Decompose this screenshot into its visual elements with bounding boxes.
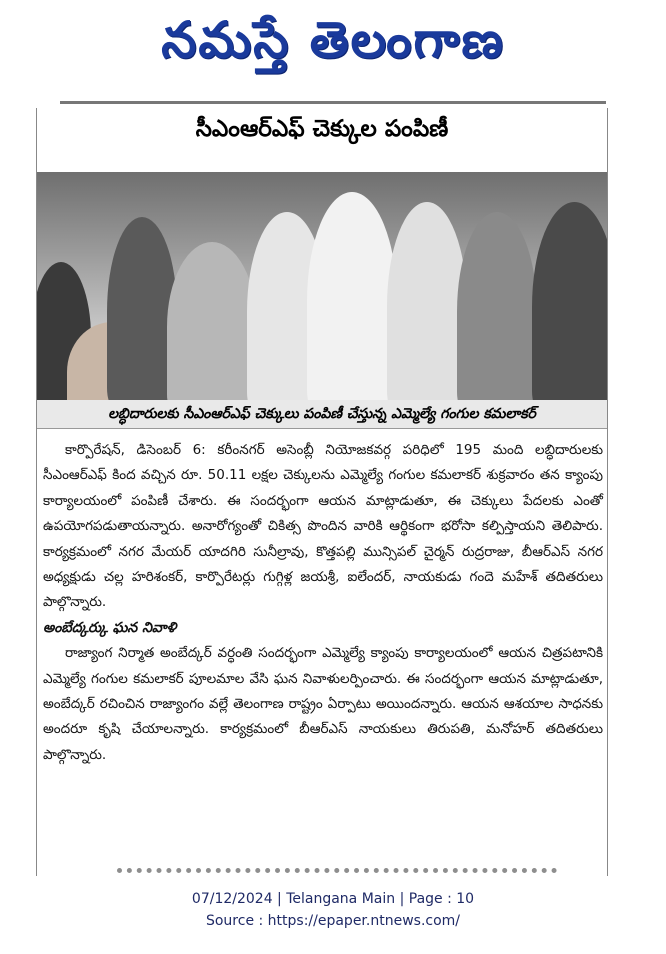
page-footer bbox=[0, 888, 666, 932]
edition-info: 07/12/2024 | Telangana Main | Page : 10 bbox=[191, 891, 475, 907]
header-divider bbox=[60, 101, 606, 104]
article-body bbox=[43, 438, 603, 768]
news-article bbox=[36, 108, 608, 876]
article-paragraph: కార్పొరేషన్, డిసెంబర్ 6: కరీంనగర్ అసెంబ్లీ నియోజకవర్గ పరిధిలో 195 మంది లబ్ధిదారులకు సీఎంఆర్ఎఫ్ కింద వచ్చిన రూ. 50.11 లక్షల చెక్కులను ఎమ్మెల్యే గంగుల కమలాకర్ శుక్రవారం తన క్యాంపు కార్యాలయంలో పంపిణీ చేశారు. ఈ సందర్భంగా ఆయన మాట్లాడుతూ, ఈ చెక్కులు పేదలకు ఎంతో ఉపయోగపడుతాయన్నారు. అనారోగ్యంతో చికిత్స పొందిన వారికి ఆర్థికంగా భరోసా కల్పిస్తాయని తెలిపారు. కార్యక్రమంలో నగర మేయర్ యాదగిరి సునీల్రావు, కొత్తపల్లి మున్సిపల్ చైర్మన్ రుద్రరాజు, బీఆర్ఎస్ నగర అధ్యక్షుడు చల్ల హరిశంకర్, కార్పొరేటర్లు గుగ్గిళ్ల జయశ్రీ, ఐలేందర్, నాయకుడు గందె మహేశ్ తదితరులు పాల్గొన్నారు. bbox=[43, 442, 603, 611]
article-subheading: అంబేద్కర్కు ఘన నివాళి bbox=[43, 619, 177, 636]
article-paragraph: రాజ్యాంగ నిర్మాత అంబేద్కర్ వర్ధంతి సందర్భంగా ఎమ్మెల్యే క్యాంపు కార్యాలయంలో ఆయన చిత్రపటానికి ఎమ్మెల్యే గంగుల కమలాకర్ పూలమాల వేసి ఘన నివాళులర్పించారు. ఈ సందర్భంగా ఆయన మాట్లాడుతూ, అంబేద్కర్ రచించిన రాజ్యాంగం వల్లే తెలంగాణ రాష్ట్రం ఏర్పాటు అయిందన్నారు. ఆయన ఆశయాల సాధనకు అందరూ కృషి చేయాలన్నారు. కార్యక్రమంలో బీఆర్ఎస్ నాయకులు తిరుపతి, మనోహర్ తదితరులు పాల్గొన్నారు. bbox=[43, 645, 603, 763]
source-link[interactable]: Source : https://epaper.ntnews.com/ bbox=[205, 913, 461, 929]
article-photo bbox=[37, 172, 607, 400]
article-headline: సీఎంఆర్ఎఫ్ చెక్కుల పంపిణీ bbox=[195, 116, 449, 142]
photo-caption: లబ్ధిదారులకు సీఎంఆర్ఎఫ్ చెక్కులు పంపిణీ చేస్తున్న ఎమ్మెల్యే గంగుల కమలాకర్ bbox=[37, 400, 607, 429]
newspaper-logo: నమస్తే తెలంగాణ bbox=[161, 10, 505, 69]
masthead bbox=[0, 0, 666, 92]
cut-off-line bbox=[117, 868, 557, 883]
